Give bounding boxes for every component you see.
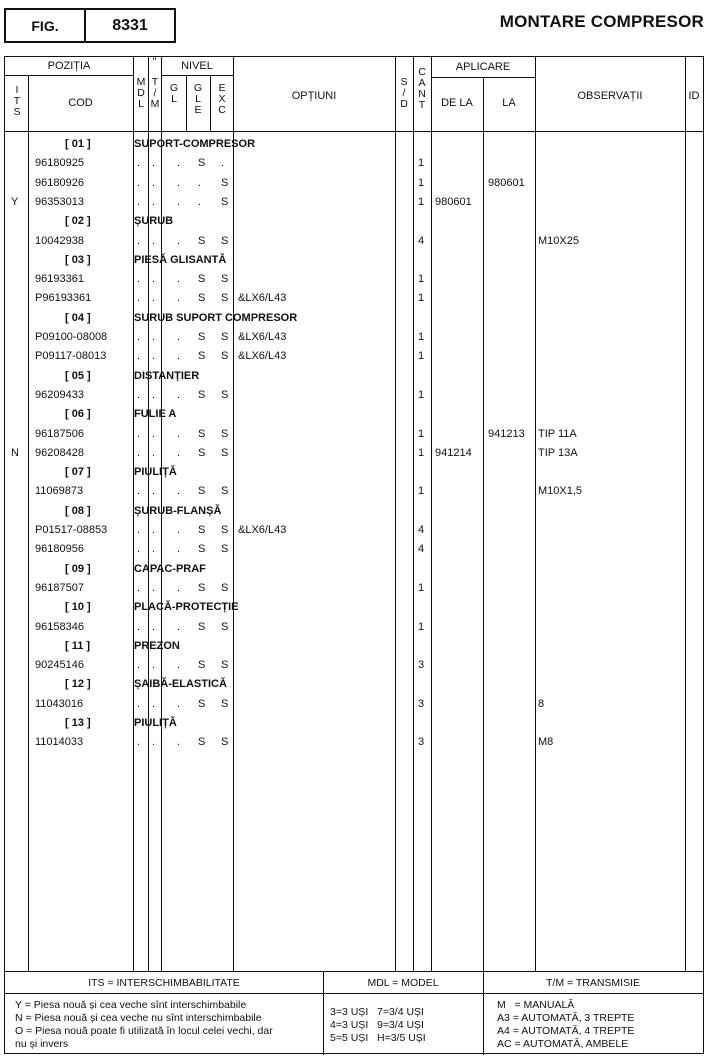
header-exc: E X C: [218, 82, 226, 116]
gle-cell: S: [198, 736, 206, 749]
gle-cell: S: [198, 388, 206, 401]
table-row: [5, 733, 705, 752]
group-number: [ 08 ]: [65, 504, 91, 517]
mdl-cell: .: [137, 659, 141, 672]
tm-cell: .: [152, 427, 156, 440]
cant-cell: 3: [418, 659, 425, 672]
cod-cell: 96353013: [35, 195, 84, 208]
legend-its-line: Y = Piesa nouă și cea veche sînt interschimbabile: [15, 999, 247, 1011]
cant-cell: 1: [418, 331, 425, 343]
exc-cell: S: [221, 620, 229, 633]
gle-cell: S: [198, 697, 206, 710]
la-cell: 941213: [488, 427, 525, 440]
group-name: SUPORT-COMPRESOR: [134, 138, 256, 150]
gle-cell: .: [198, 176, 202, 189]
cod-cell: 96180956: [35, 543, 84, 556]
group-row: [5, 463, 705, 482]
table-row: [5, 695, 705, 714]
group-row: [5, 212, 705, 231]
cant-cell: 4: [418, 234, 425, 247]
header-aplicare: APLICARE: [455, 61, 511, 73]
gle-cell: S: [198, 659, 206, 672]
cod-cell: P01517-08853: [35, 524, 108, 536]
observatii-cell: TIP 11A: [538, 427, 577, 440]
table-row: [5, 328, 705, 347]
group-name: PREZON: [134, 639, 180, 652]
figure-label: FIG.: [6, 10, 86, 41]
header-id: ID: [688, 90, 700, 102]
legend-its-line: O = Piesa nouă poate fi utilizată în locul celei vechi, dar: [15, 1025, 273, 1037]
la-cell: 980601: [488, 176, 525, 189]
mdl-cell: .: [137, 195, 141, 208]
gl-cell: .: [177, 234, 181, 247]
group-name: CAPAC-PRAF: [134, 562, 206, 575]
table-row: [5, 174, 705, 193]
cod-cell: P09117-08013: [35, 350, 107, 363]
page-title: MONTARE COMPRESOR: [499, 12, 704, 31]
legend-its-line: nu și invers: [15, 1038, 69, 1050]
group-row: [5, 405, 705, 424]
mdl-cell: .: [137, 543, 141, 556]
optiuni-cell: &LX6/L43: [238, 350, 287, 363]
observatii-cell: 8: [538, 697, 545, 710]
figure-box: [4, 8, 176, 43]
mdl-cell: .: [137, 446, 141, 459]
cant-cell: 1: [418, 195, 425, 208]
de-la-cell: 941214: [435, 446, 472, 459]
mdl-cell: .: [137, 176, 141, 189]
gle-cell: .: [198, 195, 202, 208]
exc-cell: S: [221, 388, 229, 401]
legend-tm-title: T/M = TRANSMISIE: [545, 977, 641, 989]
exc-cell: S: [221, 331, 229, 343]
mdl-cell: .: [137, 524, 141, 536]
observatii-cell: M10X1,5: [538, 485, 583, 498]
cant-cell: 1: [418, 581, 425, 594]
group-number: [ 01 ]: [65, 138, 91, 150]
group-row: [5, 560, 705, 579]
mdl-cell: .: [137, 234, 141, 247]
mdl-cell: .: [137, 427, 141, 440]
gl-cell: .: [177, 736, 181, 749]
tm-cell: .: [152, 446, 156, 459]
mdl-cell: .: [137, 697, 141, 710]
table-row: [5, 521, 705, 540]
legend-tm-line: A4 = AUTOMATĂ, 4 TREPTE: [497, 1025, 635, 1037]
legend-mdl-line: 3=3 UȘI 7=3/4 UȘI: [330, 1006, 424, 1018]
cod-cell: 96187507: [35, 581, 84, 594]
table-row: [5, 232, 705, 251]
parts-table: [4, 56, 704, 1054]
cant-cell: 4: [418, 543, 425, 556]
exc-cell: S: [221, 524, 229, 536]
gl-cell: .: [177, 331, 181, 343]
legend-tm-line: M = MANUALĂ: [497, 999, 575, 1011]
cod-cell: 96180925: [35, 157, 84, 170]
exc-cell: S: [221, 427, 229, 440]
group-row: [5, 714, 705, 733]
col-line: [210, 75, 211, 131]
cod-cell: 96208428: [35, 446, 84, 459]
table-row: [5, 656, 705, 675]
cant-cell: 1: [418, 427, 425, 440]
cod-cell: 10042938: [35, 234, 84, 247]
group-row: [5, 251, 705, 270]
table-row: [5, 347, 705, 366]
header-de-la: DE LA: [441, 97, 473, 109]
gle-cell: S: [198, 485, 206, 498]
cant-cell: 1: [418, 157, 425, 170]
mdl-cell: .: [137, 581, 141, 594]
table-row: [5, 444, 705, 463]
exc-cell: S: [221, 446, 229, 459]
tm-cell: .: [152, 350, 156, 363]
group-name: PIULIȚĂ: [134, 717, 177, 729]
cant-cell: 1: [418, 350, 425, 363]
col-line: [186, 75, 187, 131]
tm-cell: .: [152, 697, 156, 710]
tm-cell: .: [152, 273, 156, 286]
gle-cell: S: [198, 581, 206, 594]
table-row: [5, 482, 705, 501]
gle-cell: S: [198, 524, 206, 536]
group-row: [5, 637, 705, 656]
group-number: [ 06 ]: [65, 408, 91, 421]
gle-cell: S: [198, 350, 206, 363]
header-tm: T / M: [150, 76, 160, 110]
observatii-cell: M10X25: [538, 234, 579, 247]
gle-cell: S: [198, 427, 206, 440]
table-row: [5, 425, 705, 444]
group-row: [5, 367, 705, 386]
figure-number: 8331: [112, 16, 148, 34]
cod-cell: 96187506: [35, 427, 84, 440]
exc-cell: S: [221, 195, 229, 208]
group-name: PLACĂ-PROTECȚIE: [134, 601, 239, 614]
group-number: [ 09 ]: [65, 562, 91, 575]
gle-cell: S: [198, 331, 206, 343]
group-row: [5, 598, 705, 617]
cant-cell: 3: [418, 697, 425, 710]
group-number: [ 12 ]: [65, 678, 91, 691]
exc-cell: S: [221, 234, 229, 247]
tm-cell: .: [152, 581, 156, 594]
exc-cell: S: [221, 292, 229, 305]
header-gl: G L: [169, 82, 179, 105]
table-row: [5, 193, 705, 212]
cod-cell: 96180926: [35, 176, 84, 189]
gle-cell: S: [198, 292, 206, 305]
mdl-cell: .: [137, 273, 141, 286]
cant-cell: 1: [418, 273, 425, 286]
table-row: [5, 618, 705, 637]
gl-cell: .: [177, 427, 181, 440]
gl-cell: .: [177, 446, 181, 459]
gl-cell: .: [177, 581, 181, 594]
group-name: SURUB SUPORT COMPRESOR: [134, 311, 298, 324]
cod-cell: 11043016: [35, 697, 84, 710]
de-la-cell: 980601: [435, 195, 472, 208]
optiuni-cell: &LX6/L43: [238, 331, 287, 343]
rule-legend-top: [5, 971, 703, 972]
tm-cell: .: [152, 485, 156, 498]
tm-cell: .: [152, 543, 156, 556]
gle-cell: S: [198, 543, 206, 556]
exc-cell: S: [221, 273, 229, 286]
tm-cell: .: [152, 620, 156, 633]
tm-cell: .: [152, 195, 156, 208]
cod-cell: 90245146: [35, 659, 84, 672]
header-la: LA: [502, 97, 516, 109]
gl-cell: .: [177, 485, 181, 498]
gl-cell: .: [177, 388, 181, 401]
gl-cell: .: [177, 176, 181, 189]
cod-cell: P09100-08008: [35, 331, 108, 343]
mdl-cell: .: [137, 485, 141, 498]
group-name: ȘAIBĂ-ELASTICĂ: [134, 678, 227, 691]
gle-cell: S: [198, 620, 206, 633]
header-sd: S / D: [400, 76, 408, 110]
tm-cell: .: [152, 176, 156, 189]
group-name: ȘURUB: [134, 215, 174, 228]
rule-pozitia: [5, 75, 133, 76]
cant-cell: 4: [418, 524, 425, 536]
group-name: PIESĂ GLISANTĂ: [134, 253, 227, 266]
gl-cell: .: [177, 620, 181, 633]
gl-cell: .: [177, 659, 181, 672]
gl-cell: .: [177, 524, 181, 536]
gl-cell: .: [177, 697, 181, 710]
mdl-cell: .: [137, 388, 141, 401]
rule-header-bottom: [5, 131, 703, 132]
legend-its-line: N = Piesa nouă și cea veche nu sînt interschimbabile: [15, 1012, 262, 1024]
group-number: [ 04 ]: [65, 311, 91, 324]
group-row: [5, 309, 705, 328]
its-cell: Y: [11, 195, 19, 208]
mdl-cell: .: [137, 350, 141, 363]
cant-cell: 1: [418, 485, 425, 498]
group-name: PIULIȚĂ: [134, 466, 177, 479]
group-number: [ 05 ]: [65, 369, 91, 382]
cod-cell: 96209433: [35, 388, 84, 401]
mdl-cell: .: [137, 157, 141, 170]
table-row: [5, 579, 705, 598]
exc-cell: S: [221, 485, 229, 498]
table-row: [5, 154, 705, 173]
observatii-cell: TIP 13A: [538, 446, 578, 459]
exc-cell: S: [221, 350, 229, 363]
gle-cell: S: [198, 446, 206, 459]
tm-cell: .: [152, 234, 156, 247]
group-name: ȘURUB-FLANȘĂ: [134, 504, 222, 517]
tm-cell: .: [152, 736, 156, 749]
legend-mdl-line: 4=3 UȘI 9=3/4 UȘI: [330, 1019, 424, 1031]
group-row: [5, 502, 705, 521]
exc-cell: S: [221, 659, 229, 672]
legend-mdl-title: MDL = MODEL: [367, 977, 439, 989]
tm-cell: .: [152, 524, 156, 536]
mdl-cell: .: [137, 620, 141, 633]
tm-cell: .: [152, 659, 156, 672]
gl-cell: .: [177, 273, 181, 286]
optiuni-cell: &LX6/L43: [238, 292, 287, 305]
header-mdl: M D L: [136, 76, 146, 110]
exc-cell: S: [221, 543, 229, 556]
group-number: [ 13 ]: [65, 717, 91, 729]
mdl-cell: .: [137, 331, 141, 343]
tm-cell: .: [152, 331, 156, 343]
exc-cell: S: [221, 697, 229, 710]
group-row: [5, 675, 705, 694]
exc-cell: .: [221, 157, 225, 170]
tm-cell: .: [152, 388, 156, 401]
gle-cell: S: [198, 273, 206, 286]
legend-mdl-line: 5=5 UȘI H=3/5 UȘI: [330, 1032, 426, 1044]
its-cell: N: [11, 446, 19, 459]
exc-cell: S: [221, 581, 229, 594]
mdl-cell: .: [137, 736, 141, 749]
gle-cell: S: [198, 157, 206, 170]
optiuni-cell: &LX6/L43: [238, 524, 287, 536]
header-cant: C A N T: [418, 66, 426, 111]
observatii-cell: M8: [538, 736, 554, 749]
tm-cell: .: [152, 157, 156, 170]
gle-cell: S: [198, 234, 206, 247]
header-pozitia: POZIȚIA: [47, 60, 91, 72]
exc-cell: S: [221, 176, 229, 189]
cod-cell: P96193361: [35, 292, 92, 305]
legend-tm-line: A3 = AUTOMATĂ, 3 TREPTE: [497, 1012, 635, 1024]
rule-legend-titles: [5, 993, 703, 994]
cant-cell: 1: [418, 620, 425, 633]
cod-cell: 11014033: [35, 736, 84, 749]
group-number: [ 10 ]: [65, 601, 91, 614]
group-number: [ 02 ]: [65, 215, 91, 228]
header-its: I T S: [13, 84, 21, 118]
cant-cell: 1: [418, 176, 425, 189]
group-row: [5, 135, 705, 154]
group-name: DISTANȚIER: [134, 369, 200, 382]
cod-cell: 11069873: [35, 485, 84, 498]
header-cod: COD: [68, 97, 93, 109]
cant-cell: 3: [418, 736, 425, 749]
table-row: [5, 289, 705, 308]
cod-cell: 96158346: [35, 620, 84, 633]
tm-cell: .: [152, 292, 156, 305]
table-row: [5, 386, 705, 405]
legend-its-title: ITS = INTERSCHIMBABILITATE: [88, 977, 240, 989]
group-number: [ 03 ]: [65, 253, 91, 266]
cant-cell: 1: [418, 446, 425, 459]
header-gle: G L E: [193, 82, 203, 116]
exc-cell: S: [221, 736, 229, 749]
header-tm-mark: ": [152, 56, 157, 68]
cant-cell: 1: [418, 388, 425, 401]
gl-cell: .: [177, 543, 181, 556]
table-row: [5, 270, 705, 289]
header-nivel: NIVEL: [181, 60, 213, 72]
group-number: [ 11 ]: [65, 639, 91, 652]
mdl-cell: .: [137, 292, 141, 305]
gl-cell: .: [177, 350, 181, 363]
header-optiuni: OPȚIUNI: [291, 90, 337, 102]
cod-cell: 96193361: [35, 273, 84, 286]
header-observatii: OBSERVAȚII: [577, 90, 643, 102]
table-row: [5, 540, 705, 559]
gl-cell: .: [177, 292, 181, 305]
group-name: FULIE A: [134, 408, 177, 421]
group-number: [ 07 ]: [65, 466, 91, 479]
legend-tm-line: AC = AUTOMATĂ, AMBELE: [497, 1038, 629, 1050]
rule-nivel: [161, 75, 233, 76]
cant-cell: 1: [418, 292, 425, 305]
gl-cell: .: [177, 157, 181, 170]
gl-cell: .: [177, 195, 181, 208]
